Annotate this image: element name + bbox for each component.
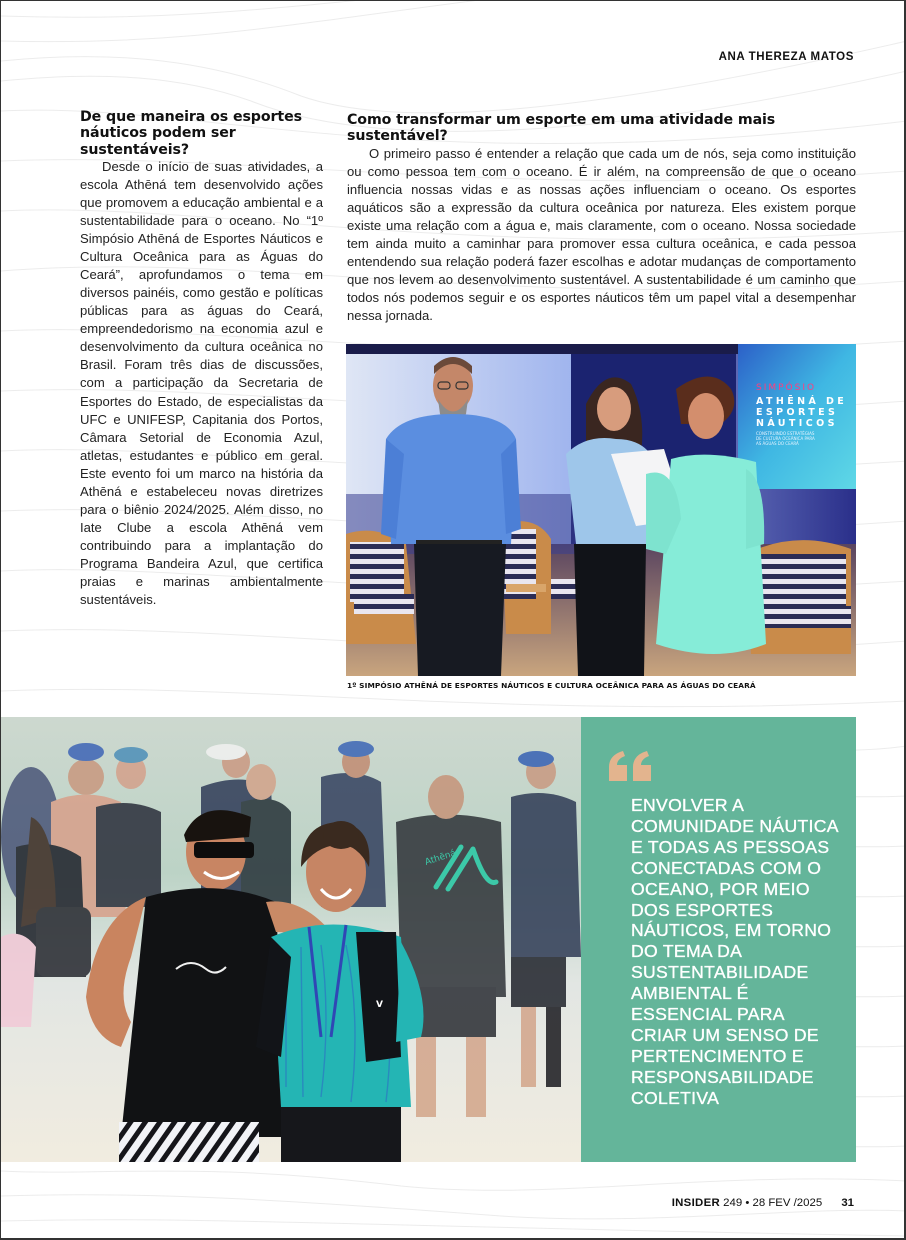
page-footer [672,1197,854,1209]
vest-logo: V [376,1000,383,1010]
screen-text-simposio: SIMPÓSIO [756,383,817,393]
symposium-photo-illustration [346,344,856,676]
beach-photo [1,717,581,1162]
screen-text-esportes: ESPORTES [756,407,839,418]
pull-quote-box [581,717,856,1162]
screen-subtitle-2: DE CULTURA OCEÂNICA PARA [756,436,815,441]
left-heading: De que maneira os esportes náuticos podem ser sustentáveis? [80,109,302,158]
pull-quote-text: ENVOLVER A COMUNIDADE NÁUTICA E TODAS AS PESSOAS CONECTADAS COM O OCEANO, POR MEIO DOS ESPORTES NÁUTICOS, EM TORNO DO TEMA DA SUSTENTABILIDADE AMBIENTAL É ESSENCIAL PARA CRIAR UM SENSO DE PERTENCIMENTO E RESPONSABILIDADE COLETIVA [631,795,838,1108]
screen-subtitle-1: CONSTRUINDO ESTRATÉGIAS [756,431,815,436]
left-body-text: Desde o início de suas atividades, a escola Athēná tem desenvolvido ações que promovem a educação ambiental e a sustentabilidade para o oceano. No “1º Simpósio Athēná de Esportes Náuticos e Cultura Oceânica para as Águas do Ceará”, aprofundamos o tema em diversos painéis, como gestão e políticas públicas para as águas do Ceará, empreendedorismo na economia azul e desenvolvimento da cultura oceânica no Brasil. Foram três dias de discussões, com a participação da Secretaria de Esportes do Estado, de especialistas da UFC e UNIFESP, Capitania dos Portos, Câmara Setorial de Economia Azul, atletas, estudantes e público em geral. Este evento foi um marco na história da Athēná e estabeleceu novas diretrizes para o biênio 2024/2025. Além disso, no Iate Clube a escola Athēná vem contribuindo para a implantação do Programa Bandeira Azul, que certifica praias e marinas ambientalmente sustentáveis. [80,158,323,608]
screen-subtitle-3: AS ÁGUAS DO CEARÁ [756,441,799,446]
right-column [347,112,856,325]
left-column [80,109,323,609]
issue-info: 249 • 28 FEV /2025 [723,1197,823,1209]
screen-text-athena: ATHĒNÁ DE [756,396,848,407]
screen-text-nauticos: NÁUTICOS [756,418,838,429]
photo-caption: 1º SIMPÓSIO ATHĒNÁ DE ESPORTES NÁUTICOS E CULTURA OCEÂNICA PARA AS ÁGUAS DO CEARÁ [347,681,756,690]
quote-open-icon [607,747,655,787]
magazine-name: INSIDER [671,1197,720,1209]
page-number: 31 [841,1197,854,1209]
striped-chair-left [346,531,416,644]
shirt-logo-text: Athēná [423,848,458,868]
symposium-photo [346,344,856,676]
right-heading: Como transformar um esporte em uma atividade mais sustentável? [347,112,776,145]
author-name: ANA THEREZA MATOS [718,51,854,63]
beach-photo-illustration [1,717,581,1162]
right-body-text: O primeiro passo é entender a relação que cada um de nós, seja como instituição ou como pessoa tem com o oceano. É ir além, na compreensão de que o oceano influencia nossas vidas e as nossas ações influenciam o oceano. Os esportes aquáticos são a expressão da cultura oceânica por natureza. Eles existem porque existe uma relação com a água e, mais claramente, com o oceano. Nossa sociedade tem ainda muito a caminhar para promover essa cultura oceânica, e cada pessoa entendendo sua relação poderá fazer escolhas e adotar mudanças de comportamento que nos levem ao desenvolvimento sustentável. A sustentabilidade é um caminho que todos nós podemos seguir e os esportes náuticos têm um papel vital a desempenhar nessa jornada. [347,145,856,323]
